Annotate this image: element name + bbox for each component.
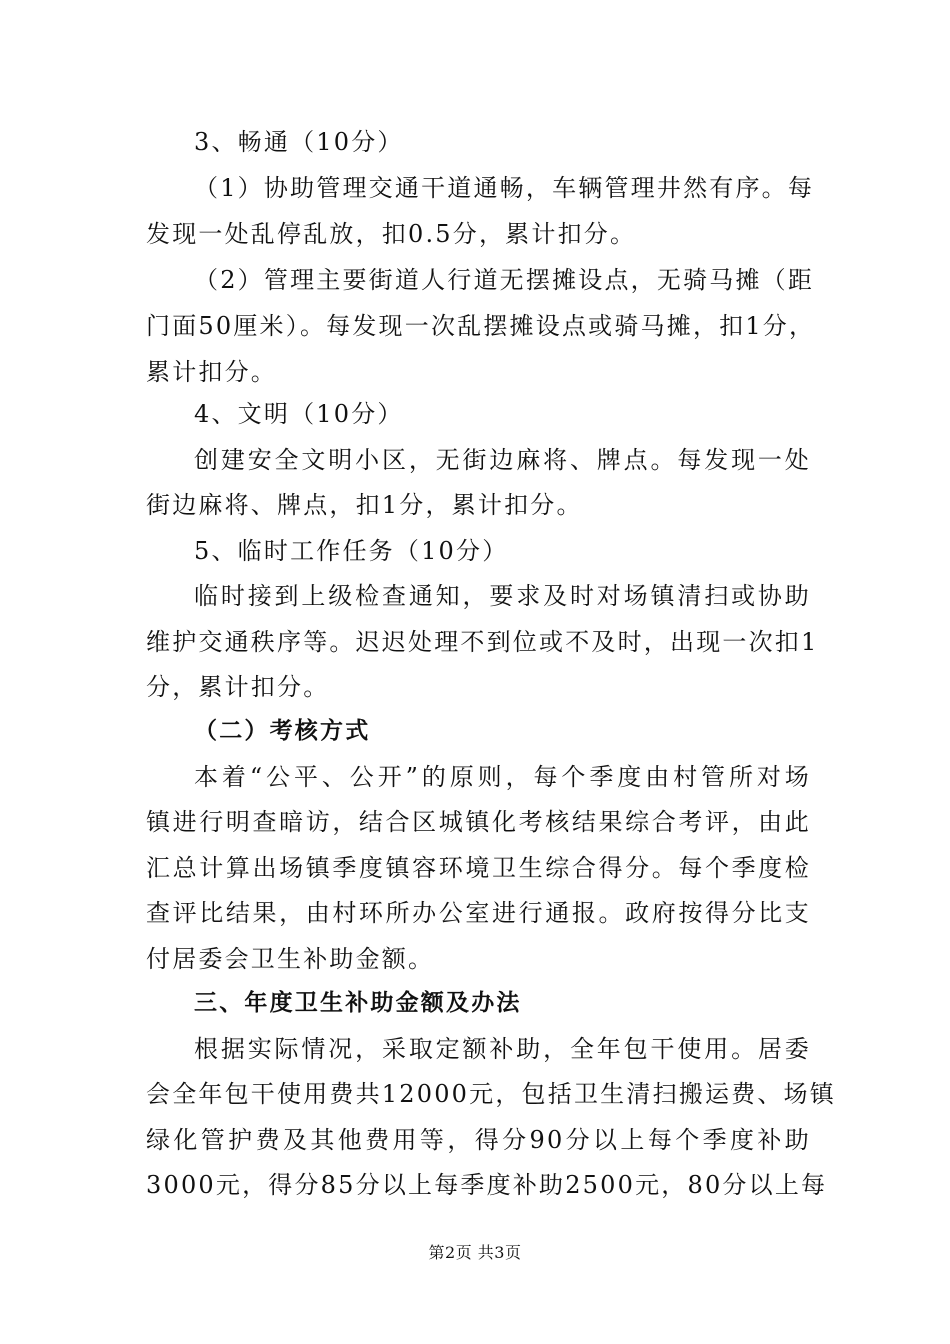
- heading-annual-subsidy: 三、年度卫生补助金额及办法: [194, 990, 522, 1016]
- paragraph-line: 绿化管护费及其他费用等，得分90分以上每个季度补助: [146, 1126, 811, 1154]
- paragraph-line: 分，累计扣分。: [146, 673, 330, 701]
- paragraph-line: 创建安全文明小区，无街边麻将、牌点。每发现一处: [194, 446, 811, 474]
- paragraph-line: 维护交通秩序等。迟迟处理不到位或不及时，出现一次扣1: [146, 628, 819, 656]
- paragraph-line: 汇总计算出场镇季度镇容环境卫生综合得分。每个季度检: [146, 854, 811, 882]
- paragraph-line: 根据实际情况，采取定额补助，全年包干使用。居委: [194, 1035, 811, 1063]
- heading-temporary-tasks: 5、临时工作任务（10分）: [194, 537, 509, 565]
- paragraph-line: （2）管理主要街道人行道无摆摊设点，无骑马摊（距: [194, 266, 815, 294]
- paragraph-line: 3000元，得分85分以上每季度补助2500元，80分以上每: [146, 1171, 828, 1199]
- heading-assessment-method: （二）考核方式: [194, 718, 371, 744]
- page-number-footer: 第2页 共3页: [428, 1243, 522, 1262]
- paragraph-line: 街边麻将、牌点，扣1分，累计扣分。: [146, 491, 583, 519]
- heading-civility: 4、文明（10分）: [194, 400, 404, 428]
- paragraph-line: 本着“公平、公开”的原则，每个季度由村管所对场: [194, 763, 811, 791]
- paragraph-line: 付居委会卫生补助金额。: [146, 945, 435, 973]
- paragraph-line: 会全年包干使用费共12000元，包括卫生清扫搬运费、场镇: [146, 1080, 836, 1108]
- paragraph-line: （1）协助管理交通干道通畅，车辆管理井然有序。每: [194, 174, 815, 202]
- paragraph-line: 临时接到上级检查通知，要求及时对场镇清扫或协助: [194, 582, 811, 610]
- paragraph-line: 门面50厘米）。每发现一次乱摆摊设点或骑马摊，扣1分，: [146, 312, 816, 340]
- paragraph-line: 发现一处乱停乱放，扣0.5分，累计扣分。: [146, 220, 637, 248]
- paragraph-line: 镇进行明查暗访，结合区城镇化考核结果综合考评，由此: [146, 808, 811, 836]
- paragraph-line: 查评比结果，由村环所办公室进行通报。政府按得分比支: [146, 899, 811, 927]
- paragraph-line: 累计扣分。: [146, 358, 277, 386]
- heading-smoothness: 3、畅通（10分）: [194, 128, 404, 156]
